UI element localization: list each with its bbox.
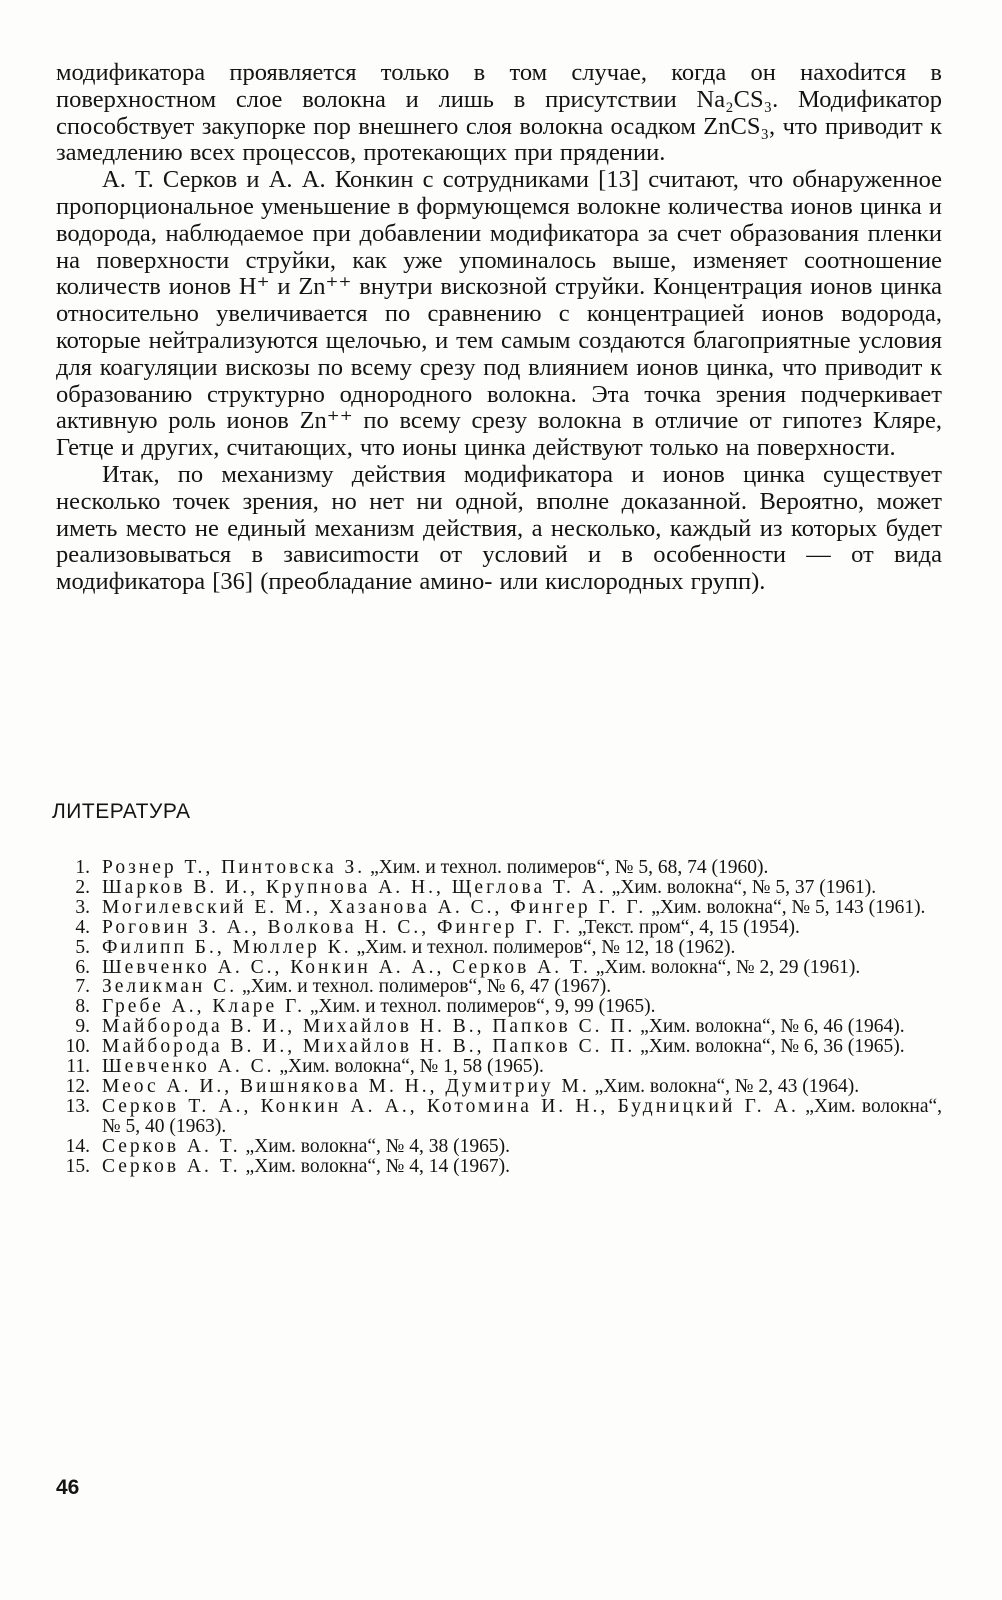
reference-item xyxy=(56,918,942,938)
reference-number: 2. xyxy=(75,876,90,898)
reference-number: 15. xyxy=(65,1155,90,1177)
reference-number: 12. xyxy=(65,1075,90,1097)
paragraph-2: А. Т. Серков и А. А. Конкин с сотрудниками [13] считают, что обнаруженное пропорциональное уменьшение в формующемся волокне количества ионов цинка и водорода, наблюдаемое при добавлении модификатора за счет образования пленки на поверхности струйки, как уже упоминалось выше, изменяет соотношение количеств ионов H⁺ и Zn⁺⁺ внутри вискозной струйки. Концентрация ионов цинка относительно увеличивается по сравнению с концентрацией ионов водорода, которые нейтрализуются щелочью, и тем самым создаются благоприятные условия для коагуляции вискозы по всему срезу под влиянием ионов цинка, что приводит к образованию структурно однородного волокна. Эта точка зрения подчеркивает активную роль ионов Zn⁺⁺ по всему срезу волокна в отличие от гипотез Кляре, Гетце и других, считающих, что ионы цинка действуют только на поверхности. xyxy=(56,166,942,462)
reference-number: 3. xyxy=(75,896,90,918)
reference-item xyxy=(56,878,942,898)
reference-source: „Хим. и технол. полимеров“, 9, 99 (1965). xyxy=(309,996,656,1018)
reference-source: „Хим. волокна“, № 5, 40 (1963). xyxy=(102,1095,943,1137)
reference-authors: Серков А. Т. xyxy=(102,1135,241,1157)
reference-number: 10. xyxy=(65,1036,90,1058)
reference-source: „Хим. волокна“, № 5, 143 (1961). xyxy=(651,896,926,918)
reference-item xyxy=(56,938,942,958)
body-text xyxy=(56,60,942,596)
reference-item xyxy=(56,1157,942,1177)
reference-authors: Серков Т. А., Конкин А. А., Котомина И. Н., Будницкий Г. А. xyxy=(102,1095,799,1117)
reference-number: 1. xyxy=(75,857,90,878)
reference-authors: Могилевский Е. М., Хазанова А. С., Фингер Г. Г. xyxy=(102,896,647,918)
reference-number: 7. xyxy=(75,976,90,998)
paragraph-1: модификатора проявляется только в том случае, когда он нахоdится в поверхностном слое волокна и лишь в присутствии Na₂CS₃. Модификатор способствует закупорке пор внешнего слоя волокна осадком ZnCS₃, что приводит к замедлению всех процессов, протекающих при прядении. xyxy=(56,59,942,167)
reference-item xyxy=(56,1137,942,1157)
reference-authors: Зеликман С. xyxy=(102,976,238,998)
reference-authors: Шевченко А. С., Конкин А. А., Серков А. Т. xyxy=(102,956,591,978)
reference-source: „Хим. и технол. полимеров“, № 6, 47 (1967). xyxy=(242,976,612,998)
reference-source: „Хим. волокна“, № 4, 38 (1965). xyxy=(245,1135,511,1157)
reference-number: 9. xyxy=(75,1016,90,1038)
reference-item xyxy=(56,958,942,978)
reference-item xyxy=(56,1017,942,1037)
reference-source: „Хим. волокна“, № 2, 43 (1964). xyxy=(594,1075,860,1097)
reference-source: „Хим. волокна“, № 2, 29 (1961). xyxy=(595,956,861,978)
reference-number: 11. xyxy=(66,1056,90,1078)
reference-authors: Майборода В. И., Михайлов Н. В., Папков С. П. xyxy=(102,1016,636,1038)
reference-number: 14. xyxy=(65,1135,90,1157)
reference-source: „Хим. и технол. полимеров“, № 5, 68, 74 (1960). xyxy=(370,857,769,878)
reference-authors: Филипп Б., Мюллер К. xyxy=(102,936,352,958)
reference-number: 4. xyxy=(75,916,90,938)
reference-list xyxy=(56,858,942,1177)
reference-source: „Хим. волокна“, № 6, 36 (1965). xyxy=(640,1036,905,1058)
reference-source: „Хим. волокна“, № 6, 46 (1964). xyxy=(640,1016,905,1038)
reference-authors: Меос А. И., Вишнякова М. Н., Думитриу М. xyxy=(102,1075,590,1097)
reference-item xyxy=(56,858,942,878)
page-number: 46 xyxy=(56,1476,80,1499)
reference-number: 13. xyxy=(65,1095,90,1117)
reference-authors: Шевченко А. С. xyxy=(102,1056,275,1078)
reference-authors: Роговин З. А., Волкова Н. С., Фингер Г. Г. xyxy=(102,916,574,938)
reference-authors: Рознер Т., Пинтовска З. xyxy=(102,857,366,878)
reference-item xyxy=(56,1097,942,1137)
reference-source: „Хим. волокна“, № 4, 14 (1967). xyxy=(245,1155,511,1177)
reference-authors: Шарков В. И., Крупнова А. Н., Щеглова Т. А. xyxy=(102,876,607,898)
reference-number: 8. xyxy=(75,996,90,1018)
reference-item xyxy=(56,1037,942,1057)
reference-number: 5. xyxy=(75,936,90,958)
reference-item xyxy=(56,1077,942,1097)
reference-item xyxy=(56,898,942,918)
reference-item xyxy=(56,997,942,1017)
reference-source: „Текст. пром“, 4, 15 (1954). xyxy=(577,916,800,938)
reference-item xyxy=(56,1057,942,1077)
literature-heading: ЛИТЕРАТУРА xyxy=(52,800,191,823)
reference-source: „Хим. волокна“, № 5, 37 (1961). xyxy=(611,876,877,898)
reference-authors: Гребе А., Кларе Г. xyxy=(102,996,305,1018)
reference-authors: Майборода В. И., Михайлов Н. В., Папков С. П. xyxy=(102,1036,636,1058)
reference-authors: Серков А. Т. xyxy=(102,1155,241,1177)
reference-item xyxy=(56,977,942,997)
reference-source: „Хим. волокна“, № 1, 58 (1965). xyxy=(279,1056,544,1078)
reference-source: „Хим. и технол. полимеров“, № 12, 18 (1962). xyxy=(356,936,736,958)
reference-number: 6. xyxy=(75,956,90,978)
paragraph-3: Итак, по механизму действия модификатора и ионов цинка существует несколько точек зрения, но нет ни одной, вполне доказанной. Вероятно, может иметь место не единый механизм действия, а несколько, каждый из которых будет реализовываться в зависиmости от условий и в особенности — от вида модификатора [36] (преобладание амино- или кислородных групп). xyxy=(56,460,942,596)
